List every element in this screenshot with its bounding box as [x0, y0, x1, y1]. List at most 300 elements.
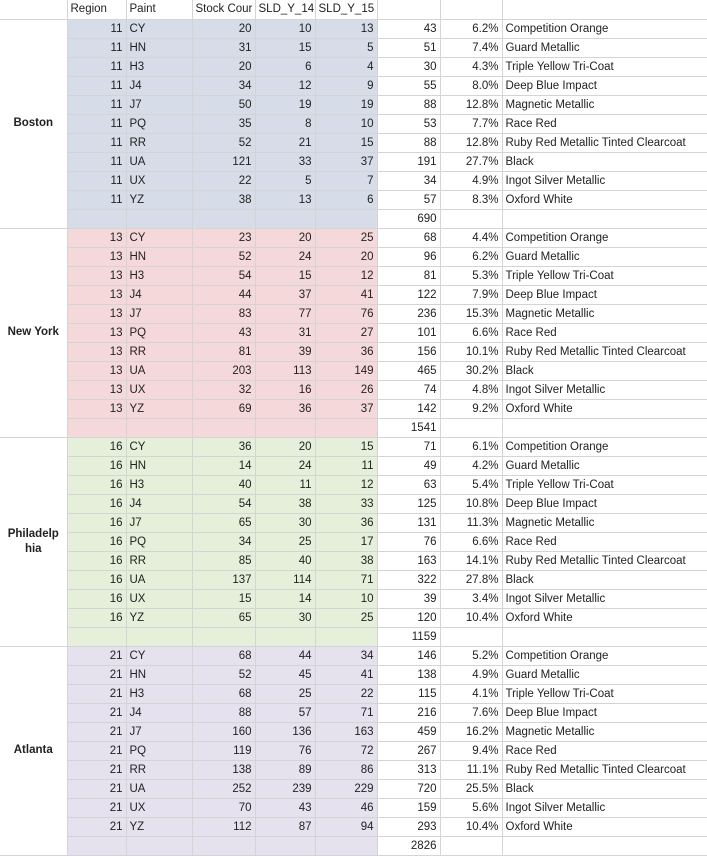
- region-id-cell[interactable]: 13: [67, 323, 126, 342]
- empty-cell[interactable]: [255, 418, 315, 437]
- stock-count-cell[interactable]: 32: [192, 380, 255, 399]
- sold-y14-cell[interactable]: 15: [255, 266, 315, 285]
- row-total-cell[interactable]: 76: [377, 532, 440, 551]
- paint-name-cell[interactable]: Triple Yellow Tri-Coat: [502, 475, 707, 494]
- row-total-cell[interactable]: 120: [377, 608, 440, 627]
- paint-code-cell[interactable]: J4: [126, 285, 192, 304]
- sold-y14-cell[interactable]: 6: [255, 57, 315, 76]
- sold-y14-cell[interactable]: 33: [255, 152, 315, 171]
- row-total-cell[interactable]: 81: [377, 266, 440, 285]
- paint-code-cell[interactable]: J4: [126, 76, 192, 95]
- region-id-cell[interactable]: 11: [67, 76, 126, 95]
- row-total-cell[interactable]: 55: [377, 76, 440, 95]
- region-label[interactable]: [0, 437, 67, 646]
- sold-y15-cell[interactable]: 10: [315, 589, 377, 608]
- row-total-cell[interactable]: 163: [377, 551, 440, 570]
- share-percent-cell[interactable]: 6.2%: [440, 19, 502, 38]
- row-total-cell[interactable]: 142: [377, 399, 440, 418]
- paint-code-cell[interactable]: J7: [126, 513, 192, 532]
- empty-cell[interactable]: [67, 627, 126, 646]
- stock-count-cell[interactable]: 15: [192, 589, 255, 608]
- paint-name-cell[interactable]: Competition Orange: [502, 437, 707, 456]
- paint-code-cell[interactable]: PQ: [126, 114, 192, 133]
- stock-count-cell[interactable]: 22: [192, 171, 255, 190]
- sold-y14-cell[interactable]: 77: [255, 304, 315, 323]
- share-percent-cell[interactable]: 8.0%: [440, 76, 502, 95]
- region-id-cell[interactable]: 21: [67, 760, 126, 779]
- empty-cell[interactable]: [315, 209, 377, 228]
- sold-y14-cell[interactable]: 30: [255, 608, 315, 627]
- paint-code-cell[interactable]: J7: [126, 95, 192, 114]
- empty-cell[interactable]: [126, 209, 192, 228]
- paint-code-cell[interactable]: HN: [126, 456, 192, 475]
- stock-count-cell[interactable]: 112: [192, 817, 255, 836]
- share-percent-cell[interactable]: 3.4%: [440, 589, 502, 608]
- paint-name-cell[interactable]: Race Red: [502, 114, 707, 133]
- region-total-cell[interactable]: 690: [377, 209, 440, 228]
- stock-count-cell[interactable]: 34: [192, 76, 255, 95]
- stock-count-cell[interactable]: 54: [192, 266, 255, 285]
- sold-y14-cell[interactable]: 89: [255, 760, 315, 779]
- paint-name-cell[interactable]: Ruby Red Metallic Tinted Clearcoat: [502, 760, 707, 779]
- paint-code-cell[interactable]: UX: [126, 380, 192, 399]
- share-percent-cell[interactable]: 6.1%: [440, 437, 502, 456]
- region-total-cell[interactable]: 2826: [377, 836, 440, 855]
- paint-code-cell[interactable]: CY: [126, 646, 192, 665]
- region-id-cell[interactable]: 13: [67, 285, 126, 304]
- sold-y15-cell[interactable]: 34: [315, 646, 377, 665]
- share-percent-cell[interactable]: 7.7%: [440, 114, 502, 133]
- row-total-cell[interactable]: 63: [377, 475, 440, 494]
- sold-y14-cell[interactable]: 36: [255, 399, 315, 418]
- header-sld-y-15[interactable]: SLD_Y_15: [315, 0, 377, 19]
- stock-count-cell[interactable]: 137: [192, 570, 255, 589]
- region-id-cell[interactable]: 13: [67, 247, 126, 266]
- sold-y14-cell[interactable]: 11: [255, 475, 315, 494]
- sold-y14-cell[interactable]: 43: [255, 798, 315, 817]
- sold-y15-cell[interactable]: 6: [315, 190, 377, 209]
- share-percent-cell[interactable]: 11.1%: [440, 760, 502, 779]
- stock-count-cell[interactable]: 119: [192, 741, 255, 760]
- paint-name-cell[interactable]: Ingot Silver Metallic: [502, 798, 707, 817]
- paint-name-cell[interactable]: Magnetic Metallic: [502, 722, 707, 741]
- share-percent-cell[interactable]: 4.8%: [440, 380, 502, 399]
- row-total-cell[interactable]: 51: [377, 38, 440, 57]
- share-percent-cell[interactable]: 4.1%: [440, 684, 502, 703]
- sold-y15-cell[interactable]: 86: [315, 760, 377, 779]
- region-id-cell[interactable]: 13: [67, 304, 126, 323]
- stock-count-cell[interactable]: 85: [192, 551, 255, 570]
- sold-y15-cell[interactable]: 38: [315, 551, 377, 570]
- row-total-cell[interactable]: 115: [377, 684, 440, 703]
- header-empty-cell[interactable]: [440, 0, 502, 19]
- empty-cell[interactable]: [126, 627, 192, 646]
- share-percent-cell[interactable]: 12.8%: [440, 133, 502, 152]
- paint-code-cell[interactable]: CY: [126, 437, 192, 456]
- row-total-cell[interactable]: 125: [377, 494, 440, 513]
- paint-code-cell[interactable]: HN: [126, 665, 192, 684]
- sold-y14-cell[interactable]: 24: [255, 456, 315, 475]
- share-percent-cell[interactable]: 4.4%: [440, 228, 502, 247]
- sold-y15-cell[interactable]: 71: [315, 570, 377, 589]
- sold-y15-cell[interactable]: 41: [315, 285, 377, 304]
- header-paint[interactable]: Paint: [126, 0, 192, 19]
- region-id-cell[interactable]: 21: [67, 798, 126, 817]
- paint-name-cell[interactable]: Magnetic Metallic: [502, 95, 707, 114]
- header-sld-y-14[interactable]: SLD_Y_14: [255, 0, 315, 19]
- sold-y15-cell[interactable]: 76: [315, 304, 377, 323]
- stock-count-cell[interactable]: 83: [192, 304, 255, 323]
- paint-code-cell[interactable]: UA: [126, 152, 192, 171]
- empty-cell[interactable]: [315, 627, 377, 646]
- empty-cell[interactable]: [440, 836, 502, 855]
- region-id-cell[interactable]: 21: [67, 779, 126, 798]
- share-percent-cell[interactable]: 4.3%: [440, 57, 502, 76]
- sold-y15-cell[interactable]: 25: [315, 228, 377, 247]
- sold-y14-cell[interactable]: 239: [255, 779, 315, 798]
- share-percent-cell[interactable]: 25.5%: [440, 779, 502, 798]
- share-percent-cell[interactable]: 6.6%: [440, 323, 502, 342]
- share-percent-cell[interactable]: 7.4%: [440, 38, 502, 57]
- share-percent-cell[interactable]: 10.1%: [440, 342, 502, 361]
- paint-code-cell[interactable]: RR: [126, 551, 192, 570]
- empty-cell[interactable]: [67, 418, 126, 437]
- row-total-cell[interactable]: 465: [377, 361, 440, 380]
- paint-code-cell[interactable]: UX: [126, 798, 192, 817]
- sold-y14-cell[interactable]: 16: [255, 380, 315, 399]
- row-total-cell[interactable]: 68: [377, 228, 440, 247]
- sold-y15-cell[interactable]: 46: [315, 798, 377, 817]
- sold-y15-cell[interactable]: 5: [315, 38, 377, 57]
- stock-count-cell[interactable]: 121: [192, 152, 255, 171]
- empty-cell[interactable]: [502, 836, 707, 855]
- row-total-cell[interactable]: 101: [377, 323, 440, 342]
- sold-y14-cell[interactable]: 24: [255, 247, 315, 266]
- paint-code-cell[interactable]: CY: [126, 228, 192, 247]
- sold-y15-cell[interactable]: 4: [315, 57, 377, 76]
- header-empty-cell[interactable]: [502, 0, 707, 19]
- paint-name-cell[interactable]: Guard Metallic: [502, 38, 707, 57]
- row-total-cell[interactable]: 96: [377, 247, 440, 266]
- region-id-cell[interactable]: 16: [67, 494, 126, 513]
- paint-name-cell[interactable]: Oxford White: [502, 399, 707, 418]
- empty-cell[interactable]: [192, 836, 255, 855]
- sold-y14-cell[interactable]: 39: [255, 342, 315, 361]
- paint-code-cell[interactable]: PQ: [126, 741, 192, 760]
- sold-y14-cell[interactable]: 57: [255, 703, 315, 722]
- paint-code-cell[interactable]: H3: [126, 684, 192, 703]
- sold-y15-cell[interactable]: 15: [315, 133, 377, 152]
- paint-code-cell[interactable]: CY: [126, 19, 192, 38]
- row-total-cell[interactable]: 39: [377, 589, 440, 608]
- share-percent-cell[interactable]: 4.2%: [440, 456, 502, 475]
- sold-y14-cell[interactable]: 25: [255, 532, 315, 551]
- stock-count-cell[interactable]: 23: [192, 228, 255, 247]
- region-id-cell[interactable]: 11: [67, 133, 126, 152]
- paint-name-cell[interactable]: Competition Orange: [502, 646, 707, 665]
- paint-name-cell[interactable]: Race Red: [502, 741, 707, 760]
- row-total-cell[interactable]: 57: [377, 190, 440, 209]
- region-id-cell[interactable]: 11: [67, 38, 126, 57]
- row-total-cell[interactable]: 293: [377, 817, 440, 836]
- paint-name-cell[interactable]: Deep Blue Impact: [502, 76, 707, 95]
- region-id-cell[interactable]: 13: [67, 380, 126, 399]
- stock-count-cell[interactable]: 20: [192, 57, 255, 76]
- row-total-cell[interactable]: 53: [377, 114, 440, 133]
- sold-y15-cell[interactable]: 13: [315, 19, 377, 38]
- stock-count-cell[interactable]: 54: [192, 494, 255, 513]
- paint-name-cell[interactable]: Deep Blue Impact: [502, 494, 707, 513]
- region-id-cell[interactable]: 11: [67, 171, 126, 190]
- stock-count-cell[interactable]: 65: [192, 513, 255, 532]
- share-percent-cell[interactable]: 27.7%: [440, 152, 502, 171]
- region-id-cell[interactable]: 11: [67, 19, 126, 38]
- sold-y14-cell[interactable]: 5: [255, 171, 315, 190]
- paint-name-cell[interactable]: Race Red: [502, 532, 707, 551]
- empty-cell[interactable]: [502, 209, 707, 228]
- paint-code-cell[interactable]: UX: [126, 171, 192, 190]
- sold-y14-cell[interactable]: 45: [255, 665, 315, 684]
- stock-count-cell[interactable]: 203: [192, 361, 255, 380]
- sold-y14-cell[interactable]: 19: [255, 95, 315, 114]
- share-percent-cell[interactable]: 5.4%: [440, 475, 502, 494]
- paint-name-cell[interactable]: Ruby Red Metallic Tinted Clearcoat: [502, 551, 707, 570]
- header-empty-cell[interactable]: [0, 0, 67, 19]
- sold-y15-cell[interactable]: 17: [315, 532, 377, 551]
- paint-code-cell[interactable]: J4: [126, 494, 192, 513]
- row-total-cell[interactable]: 156: [377, 342, 440, 361]
- share-percent-cell[interactable]: 8.3%: [440, 190, 502, 209]
- region-label[interactable]: Atlanta: [0, 646, 67, 855]
- sold-y14-cell[interactable]: 38: [255, 494, 315, 513]
- sold-y15-cell[interactable]: 7: [315, 171, 377, 190]
- stock-count-cell[interactable]: 70: [192, 798, 255, 817]
- sold-y15-cell[interactable]: 149: [315, 361, 377, 380]
- stock-count-cell[interactable]: 81: [192, 342, 255, 361]
- region-label[interactable]: Boston: [0, 19, 67, 228]
- paint-code-cell[interactable]: RR: [126, 133, 192, 152]
- share-percent-cell[interactable]: 30.2%: [440, 361, 502, 380]
- empty-cell[interactable]: [440, 418, 502, 437]
- paint-name-cell[interactable]: Triple Yellow Tri-Coat: [502, 684, 707, 703]
- sold-y15-cell[interactable]: 41: [315, 665, 377, 684]
- paint-name-cell[interactable]: Black: [502, 152, 707, 171]
- empty-cell[interactable]: [315, 418, 377, 437]
- paint-name-cell[interactable]: Guard Metallic: [502, 247, 707, 266]
- sold-y15-cell[interactable]: 10: [315, 114, 377, 133]
- region-total-cell[interactable]: 1159: [377, 627, 440, 646]
- stock-count-cell[interactable]: 68: [192, 646, 255, 665]
- paint-code-cell[interactable]: J4: [126, 703, 192, 722]
- sold-y15-cell[interactable]: 15: [315, 437, 377, 456]
- row-total-cell[interactable]: 191: [377, 152, 440, 171]
- region-id-cell[interactable]: 21: [67, 741, 126, 760]
- share-percent-cell[interactable]: 27.8%: [440, 570, 502, 589]
- stock-count-cell[interactable]: 43: [192, 323, 255, 342]
- empty-cell[interactable]: [440, 627, 502, 646]
- sold-y14-cell[interactable]: 12: [255, 76, 315, 95]
- share-percent-cell[interactable]: 10.4%: [440, 608, 502, 627]
- header-stock-count[interactable]: Stock Cour: [192, 0, 255, 19]
- paint-name-cell[interactable]: Black: [502, 361, 707, 380]
- paint-name-cell[interactable]: Oxford White: [502, 817, 707, 836]
- region-id-cell[interactable]: 11: [67, 57, 126, 76]
- sold-y15-cell[interactable]: 25: [315, 608, 377, 627]
- row-total-cell[interactable]: 88: [377, 95, 440, 114]
- share-percent-cell[interactable]: 5.2%: [440, 646, 502, 665]
- share-percent-cell[interactable]: 16.2%: [440, 722, 502, 741]
- region-id-cell[interactable]: 21: [67, 703, 126, 722]
- sold-y14-cell[interactable]: 13: [255, 190, 315, 209]
- paint-name-cell[interactable]: Competition Orange: [502, 19, 707, 38]
- sold-y15-cell[interactable]: 229: [315, 779, 377, 798]
- sold-y15-cell[interactable]: 72: [315, 741, 377, 760]
- share-percent-cell[interactable]: 14.1%: [440, 551, 502, 570]
- paint-code-cell[interactable]: YZ: [126, 190, 192, 209]
- sold-y14-cell[interactable]: 30: [255, 513, 315, 532]
- region-id-cell[interactable]: 13: [67, 342, 126, 361]
- share-percent-cell[interactable]: 5.3%: [440, 266, 502, 285]
- paint-code-cell[interactable]: YZ: [126, 817, 192, 836]
- stock-count-cell[interactable]: 88: [192, 703, 255, 722]
- row-total-cell[interactable]: 146: [377, 646, 440, 665]
- paint-code-cell[interactable]: J7: [126, 304, 192, 323]
- region-id-cell[interactable]: 21: [67, 646, 126, 665]
- region-id-cell[interactable]: 16: [67, 437, 126, 456]
- stock-count-cell[interactable]: 50: [192, 95, 255, 114]
- sold-y15-cell[interactable]: 27: [315, 323, 377, 342]
- sold-y14-cell[interactable]: 14: [255, 589, 315, 608]
- paint-name-cell[interactable]: Magnetic Metallic: [502, 513, 707, 532]
- empty-cell[interactable]: [255, 209, 315, 228]
- row-total-cell[interactable]: 34: [377, 171, 440, 190]
- region-total-cell[interactable]: 1541: [377, 418, 440, 437]
- paint-name-cell[interactable]: Guard Metallic: [502, 456, 707, 475]
- sold-y15-cell[interactable]: 12: [315, 266, 377, 285]
- stock-count-cell[interactable]: 160: [192, 722, 255, 741]
- sold-y14-cell[interactable]: 25: [255, 684, 315, 703]
- paint-name-cell[interactable]: Race Red: [502, 323, 707, 342]
- sold-y14-cell[interactable]: 113: [255, 361, 315, 380]
- region-id-cell[interactable]: 16: [67, 570, 126, 589]
- paint-name-cell[interactable]: Triple Yellow Tri-Coat: [502, 266, 707, 285]
- region-id-cell[interactable]: 13: [67, 361, 126, 380]
- region-id-cell[interactable]: 16: [67, 551, 126, 570]
- row-total-cell[interactable]: 88: [377, 133, 440, 152]
- sold-y14-cell[interactable]: 136: [255, 722, 315, 741]
- stock-count-cell[interactable]: 36: [192, 437, 255, 456]
- empty-cell[interactable]: [192, 209, 255, 228]
- sold-y15-cell[interactable]: 9: [315, 76, 377, 95]
- paint-code-cell[interactable]: RR: [126, 760, 192, 779]
- sold-y14-cell[interactable]: 10: [255, 19, 315, 38]
- region-id-cell[interactable]: 16: [67, 475, 126, 494]
- share-percent-cell[interactable]: 6.6%: [440, 532, 502, 551]
- sold-y14-cell[interactable]: 8: [255, 114, 315, 133]
- row-total-cell[interactable]: 138: [377, 665, 440, 684]
- sold-y14-cell[interactable]: 20: [255, 437, 315, 456]
- row-total-cell[interactable]: 322: [377, 570, 440, 589]
- paint-code-cell[interactable]: UX: [126, 589, 192, 608]
- paint-name-cell[interactable]: Black: [502, 570, 707, 589]
- share-percent-cell[interactable]: 9.2%: [440, 399, 502, 418]
- stock-count-cell[interactable]: 52: [192, 133, 255, 152]
- paint-code-cell[interactable]: UA: [126, 570, 192, 589]
- empty-cell[interactable]: [192, 627, 255, 646]
- region-id-cell[interactable]: 16: [67, 589, 126, 608]
- empty-cell[interactable]: [192, 418, 255, 437]
- region-id-cell[interactable]: 11: [67, 190, 126, 209]
- paint-name-cell[interactable]: Guard Metallic: [502, 665, 707, 684]
- share-percent-cell[interactable]: 7.6%: [440, 703, 502, 722]
- share-percent-cell[interactable]: 4.9%: [440, 171, 502, 190]
- region-id-cell[interactable]: 13: [67, 399, 126, 418]
- empty-cell[interactable]: [126, 836, 192, 855]
- share-percent-cell[interactable]: 10.8%: [440, 494, 502, 513]
- sold-y15-cell[interactable]: 71: [315, 703, 377, 722]
- stock-count-cell[interactable]: 52: [192, 665, 255, 684]
- sold-y15-cell[interactable]: 26: [315, 380, 377, 399]
- paint-name-cell[interactable]: Oxford White: [502, 608, 707, 627]
- sold-y14-cell[interactable]: 76: [255, 741, 315, 760]
- paint-code-cell[interactable]: PQ: [126, 323, 192, 342]
- row-total-cell[interactable]: 74: [377, 380, 440, 399]
- stock-count-cell[interactable]: 68: [192, 684, 255, 703]
- stock-count-cell[interactable]: 252: [192, 779, 255, 798]
- row-total-cell[interactable]: 71: [377, 437, 440, 456]
- paint-code-cell[interactable]: H3: [126, 57, 192, 76]
- row-total-cell[interactable]: 720: [377, 779, 440, 798]
- sold-y14-cell[interactable]: 44: [255, 646, 315, 665]
- share-percent-cell[interactable]: 9.4%: [440, 741, 502, 760]
- stock-count-cell[interactable]: 38: [192, 190, 255, 209]
- empty-cell[interactable]: [255, 627, 315, 646]
- paint-code-cell[interactable]: H3: [126, 475, 192, 494]
- paint-name-cell[interactable]: Triple Yellow Tri-Coat: [502, 57, 707, 76]
- sold-y14-cell[interactable]: 20: [255, 228, 315, 247]
- region-id-cell[interactable]: 16: [67, 608, 126, 627]
- share-percent-cell[interactable]: 11.3%: [440, 513, 502, 532]
- row-total-cell[interactable]: 459: [377, 722, 440, 741]
- region-id-cell[interactable]: 16: [67, 532, 126, 551]
- region-id-cell[interactable]: 21: [67, 665, 126, 684]
- region-id-cell[interactable]: 11: [67, 152, 126, 171]
- sold-y14-cell[interactable]: 21: [255, 133, 315, 152]
- sold-y15-cell[interactable]: 12: [315, 475, 377, 494]
- region-id-cell[interactable]: 21: [67, 684, 126, 703]
- sold-y14-cell[interactable]: 40: [255, 551, 315, 570]
- paint-code-cell[interactable]: HN: [126, 38, 192, 57]
- stock-count-cell[interactable]: 138: [192, 760, 255, 779]
- sold-y14-cell[interactable]: 114: [255, 570, 315, 589]
- paint-code-cell[interactable]: HN: [126, 247, 192, 266]
- paint-name-cell[interactable]: Oxford White: [502, 190, 707, 209]
- paint-name-cell[interactable]: Black: [502, 779, 707, 798]
- sold-y15-cell[interactable]: 20: [315, 247, 377, 266]
- sold-y14-cell[interactable]: 87: [255, 817, 315, 836]
- share-percent-cell[interactable]: 4.9%: [440, 665, 502, 684]
- paint-name-cell[interactable]: Ingot Silver Metallic: [502, 171, 707, 190]
- stock-count-cell[interactable]: 52: [192, 247, 255, 266]
- row-total-cell[interactable]: 216: [377, 703, 440, 722]
- paint-code-cell[interactable]: YZ: [126, 608, 192, 627]
- paint-name-cell[interactable]: Ingot Silver Metallic: [502, 380, 707, 399]
- sold-y15-cell[interactable]: 94: [315, 817, 377, 836]
- region-id-cell[interactable]: 21: [67, 722, 126, 741]
- sold-y15-cell[interactable]: 37: [315, 399, 377, 418]
- paint-code-cell[interactable]: H3: [126, 266, 192, 285]
- region-id-cell[interactable]: 11: [67, 114, 126, 133]
